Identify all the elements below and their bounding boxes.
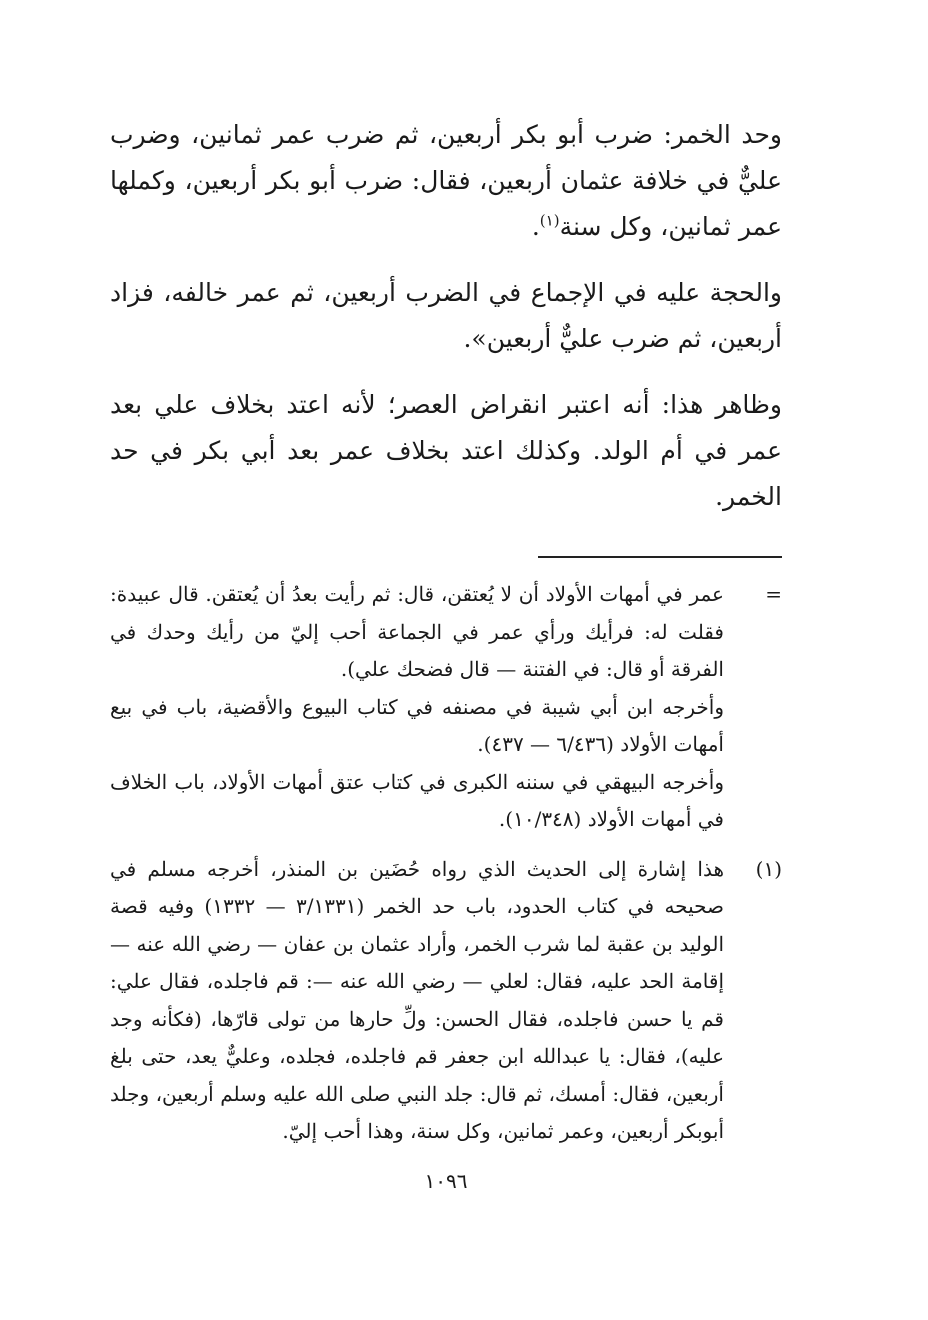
paragraph-end: .	[531, 212, 540, 241]
footnote-continuation	[110, 576, 782, 839]
main-paragraph-3	[110, 382, 782, 520]
paragraph-text: والحجة عليه في الإجماع في الضرب أربعين، ثم عمر خالفه، فزاد أربعين، ثم ضرب عليٌّ أربعين».	[110, 278, 782, 353]
footnotes-section	[110, 576, 782, 1151]
footnote-paragraph: وأخرجه البيهقي في سننه الكبرى في كتاب عتق أمهات الأولاد، باب الخلاف في أمهات الأولاد (١٠/٣٤٨).	[110, 769, 724, 831]
footnote-paragraph: عمر في أمهات الأولاد أن لا يُعتقن، قال: ثم رأيت بعدُ أن يُعتقن. قال عبيدة: فقلت له: فرأيك ورأي عمر في الجماعة أحب إليّ من رأيك وحدك في الفرقة أو قال: في الفتنة — قال فضحك علي).	[110, 582, 724, 681]
main-paragraph-1	[110, 112, 782, 250]
main-paragraph-2	[110, 270, 782, 362]
footnote-reference[interactable]: (١)	[539, 211, 560, 230]
footnote-1	[110, 851, 782, 1151]
footnote-divider	[538, 556, 782, 558]
paragraph-text: وحد الخمر: ضرب أبو بكر أربعين، ثم ضرب عمر ثمانين، وضرب عليٌّ في خلافة عثمان أربعين، فقال: ضرب أبو بكر أربعين، وكملها عمر ثمانين، وكل سنة	[110, 120, 783, 241]
footnote-number: (١)	[755, 856, 782, 881]
page-number: ١٠٩٦	[424, 1168, 468, 1193]
paragraph-text: وظاهر هذا: أنه اعتبر انقراض العصر؛ لأنه اعتد بخلاف علي بعد عمر في أم الولد. وكذلك اعتد بخلاف عمر بعد أبي بكر في حد الخمر.	[110, 390, 782, 511]
footnote-text: هذا إشارة إلى الحديث الذي رواه حُضَين بن المنذر، أخرجه مسلم في صحيحه في كتاب الحدود، باب حد الخمر (٣/١٣٣١ — ١٣٣٢) وفيه قصة الوليد بن عقبة لما شرب الخمر، وأراد عثمان بن عفان — رضي الله عنه — إقامة الحد عليه، فقال: لعلي — رضي الله عنه —: قم فاجلده، فقال علي: قم يا حسن فاجلده، فقال الحسن: ولِّ حارها من تولى قارّها، (فكأنه وجد عليه)، فقال: يا عبدالله ابن جعفر قم فاجلده، فجلده، وعليٌّ يعد، حتى بلغ أربعين، فقال: أمسك، ثم قال: جلد النبي صلى الله عليه وسلم أربعين، وجلد أبوبكر أربعين، وعمر ثمانين، وكل سنة، وهذا أحب إليّ.	[110, 856, 725, 1143]
continuation-marker: =	[765, 582, 782, 606]
footnote-paragraph: وأخرجه ابن أبي شيبة في مصنفه في كتاب البيوع والأقضية، باب في بيع أمهات الأولاد (٦/٤٣٦ — ٤٣٧).	[110, 694, 724, 756]
document-page	[110, 112, 782, 1193]
main-text	[110, 112, 782, 520]
